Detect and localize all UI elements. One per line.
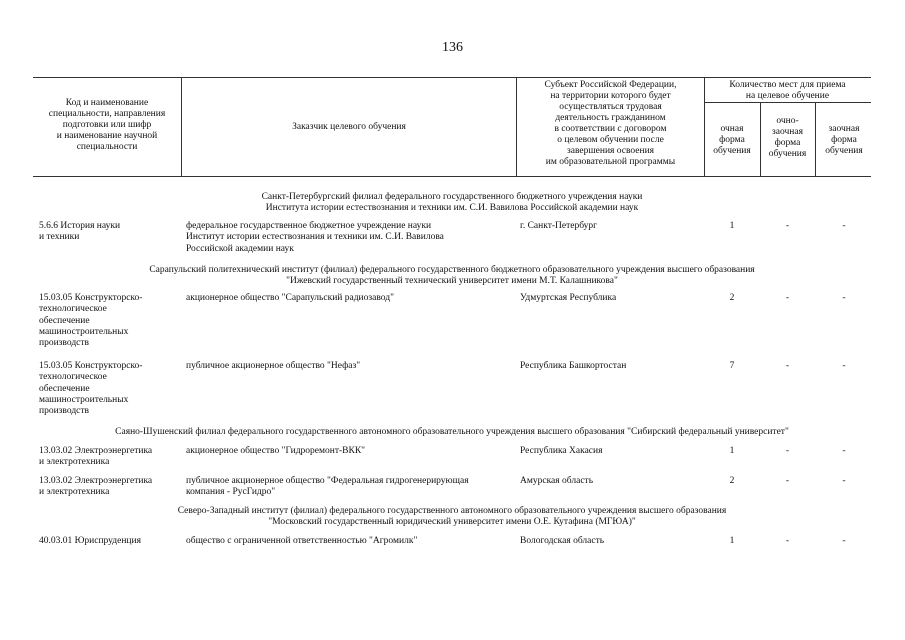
row-subject: Республика Башкортостан [520, 361, 627, 371]
row-distance: - [842, 221, 846, 231]
row-fulltime: 7 [729, 361, 735, 371]
section-title: Санкт-Петербургский филиал федерального государственного бюджетного учреждения науки Института истории естествознания и техники им. С.И. Вавилова Российской академии наук [261, 192, 643, 214]
row-fulltime: 1 [729, 446, 735, 456]
header-bottom-border [33, 176, 871, 177]
row-distance: - [842, 536, 846, 546]
header-code: Код и наименование специальности, направления подготовки или шифр и наименование научной специальности [48, 98, 166, 152]
row-parttime: - [785, 293, 790, 303]
row-customer: публичное акционерное общество "Федеральная гидрогенерирующая компания - РусГидро" [186, 476, 469, 498]
row-fulltime: 1 [729, 221, 735, 231]
row-customer: федеральное государственное бюджетное учреждение науки Институт истории естествознания и техники им. С.И. Вавилова Российской академии наук [186, 221, 444, 254]
row-code: 15.03.05 Конструкторско- технологическое обеспечение машиностроительных производств [39, 361, 143, 417]
section-title: Сарапульский политехнический институт (филиал) федерального государственного бюджетного образовательного учреждения высшего образования "Ижевский государственный технический университет имени М.Т. Калашникова" [149, 265, 755, 287]
row-subject: Удмуртская Республика [520, 293, 617, 303]
row-distance: - [842, 476, 846, 486]
row-distance: - [842, 361, 846, 371]
row-parttime: - [785, 221, 790, 231]
header-top-border [33, 77, 871, 78]
row-code: 15.03.05 Конструкторско- технологическое обеспечение машиностроительных производств [39, 293, 143, 349]
row-code: 13.03.02 Электроэнергетика и электротехника [39, 446, 153, 468]
row-customer: акционерное общество "Гидроремонт-ВКК" [186, 446, 366, 456]
row-subject: г. Санкт-Петербург [520, 221, 598, 231]
row-fulltime: 2 [729, 476, 735, 486]
header-places: Количество мест для приема на целевое обучение [729, 80, 846, 101]
section-title: Саяно-Шушенский филиал федерального государственного автономного образовательного учреждения высшего образования "Сибирский федеральный университет" [115, 427, 789, 437]
row-parttime: - [785, 536, 790, 546]
section-title: Северо-Западный институт (филиал) федерального государственного автономного образовательного учреждения высшего образования "Московский государственный юридический университет имени О.Е. Кутафина (МГЮА)" [177, 506, 727, 528]
row-distance: - [842, 293, 846, 303]
row-fulltime: 1 [729, 536, 735, 546]
row-parttime: - [785, 476, 790, 486]
header-parttime: очно- заочная форма обучения [768, 116, 807, 159]
row-customer: общество с ограниченной ответственностью "Агромилк" [186, 536, 418, 546]
row-customer: акционерное общество "Сарапульский радиозавод" [186, 293, 394, 303]
header-subject: Субъект Российской Федерации, на территории которого будет осуществляться трудовая деятельность гражданином в соответствии с договором о целевом обучении после завершения освоения им образовательной программы [544, 80, 677, 167]
row-parttime: - [785, 361, 790, 371]
header-distance: заочная форма обучения [825, 124, 863, 156]
row-fulltime: 2 [729, 293, 735, 303]
row-code: 5.6.6 История науки и техники [39, 221, 121, 243]
page-number: 136 [442, 40, 463, 55]
row-subject: Амурская область [520, 476, 594, 486]
row-customer: публичное акционерное общество "Нефаз" [186, 361, 361, 371]
row-subject: Вологодская область [520, 536, 605, 546]
header-divider [181, 77, 182, 176]
places-subheader-border [704, 102, 871, 103]
header-fulltime: очная форма обучения [713, 124, 751, 156]
row-code: 40.03.01 Юриспруденция [39, 536, 141, 546]
row-subject: Республика Хакасия [520, 446, 603, 456]
row-parttime: - [785, 446, 790, 456]
header-customer: Заказчик целевого обучения [292, 122, 406, 132]
row-code: 13.03.02 Электроэнергетика и электротехника [39, 476, 153, 498]
header-divider [516, 77, 517, 176]
row-distance: - [842, 446, 846, 456]
